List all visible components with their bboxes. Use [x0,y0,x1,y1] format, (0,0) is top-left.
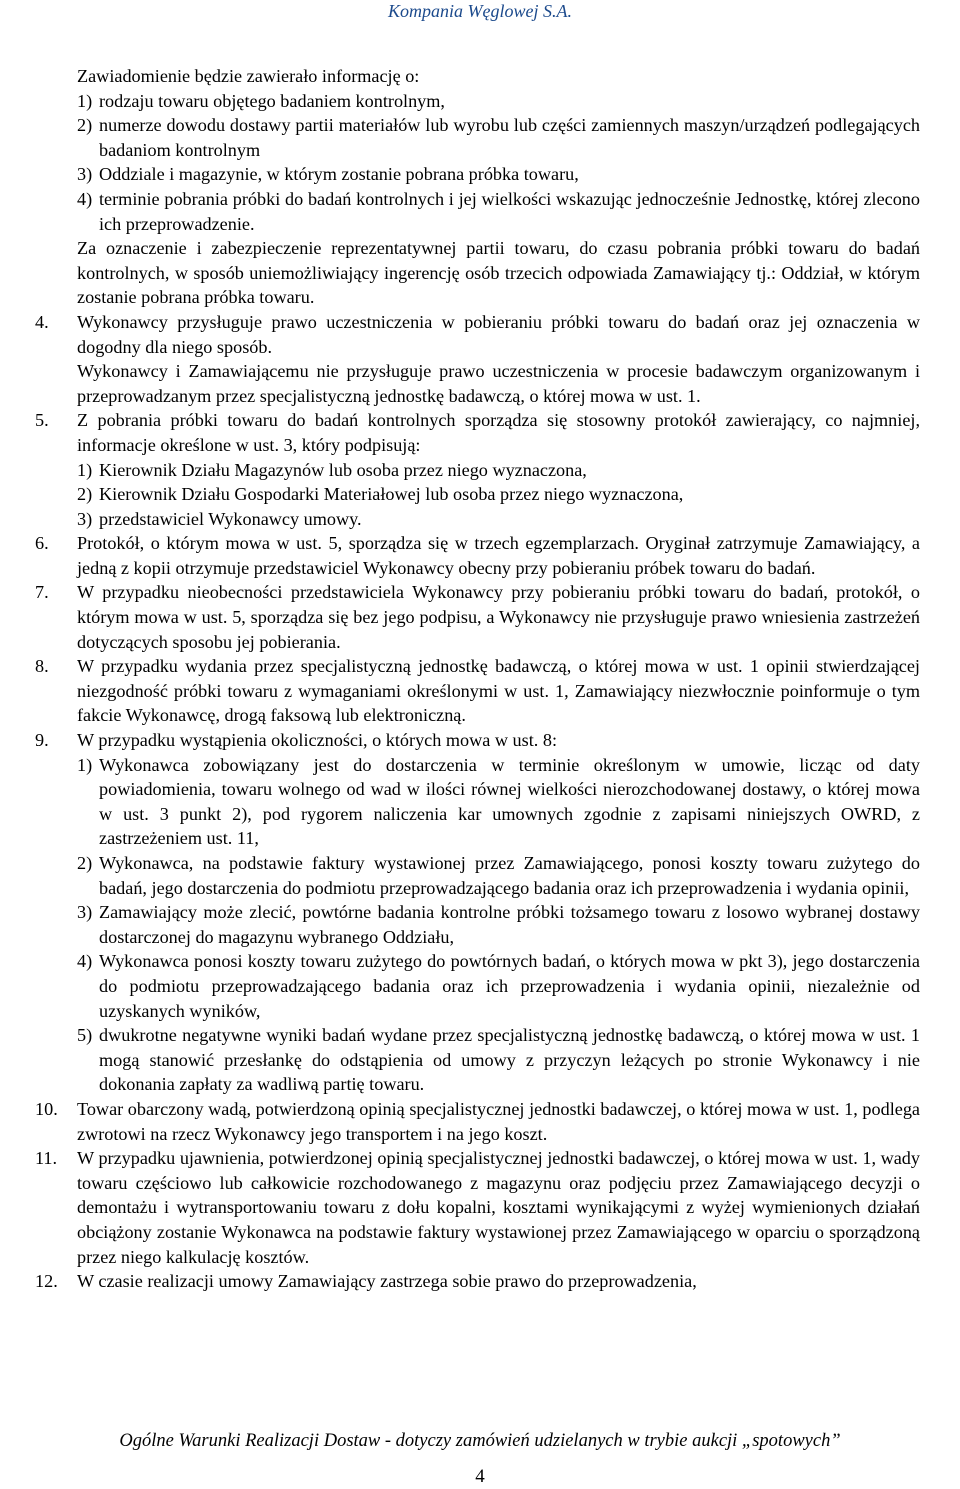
list-item [35,89,920,114]
item-number: 2) [77,484,93,505]
section-4 [35,310,920,359]
item-text: numerze dowodu dostawy partii materiałów lub wyrobu lub części zamiennych maszyn/urządzeń podlegających badaniom kontrolnym [99,115,920,160]
section-6 [35,531,920,580]
section-text: Z pobrania próbki towaru do badań kontrolnych sporządza się stosowny protokół zawierający, co najmniej, informacje określone w ust. 3, który podpisują: [77,410,920,455]
item-number: 4) [77,951,93,972]
section-text: W przypadku wydania przez specjalistyczną jednostkę badawczą, o której mowa w ust. 1 opinii stwierdzającej niezgodność próbki towaru z wymaganiami określonymi w ust. 1, Zamawiający niezwłocznie poinformuje o tym fakcie Wykonawcę, drogą faksową lub elektroniczną. [77,656,920,726]
section-text: W przypadku ujawnienia, potwierdzonej opinią specjalistycznej jednostki badawczej, o której mowa w ust. 1, wady towaru częściowo lub całkowicie rozchodowanego z magazynu oraz podjęciu przez Zamawiającego decyzji o demontażu i wytransportowaniu towaru z dołu kopalni, kosztami wynikającymi z wyżej wymienionych działań obciążony zostanie Wykonawca na podstawie faktury wystawionej przez Zamawiającego w oparciu o sporządzoną przez niego kalkulację kosztów. [77,1148,920,1267]
item-number: 3) [77,508,93,529]
section-12 [35,1269,920,1294]
list-item [35,482,920,507]
section-number: 8. [35,656,49,677]
list-item [35,113,920,162]
list-item [35,900,920,949]
section-number: 4. [35,311,49,332]
section-10 [35,1097,920,1146]
item-text: dwukrotne negatywne wyniki badań wydane przez specjalistyczną jednostkę badawczą, o której mowa w ust. 1 mogą stanowić przesłankę do odstąpienia od umowy z przyczyn leżących po stronie Wykonawcy i nie dokonania zapłaty za wadliwą partię towaru. [99,1025,920,1095]
item-text: rodzaju towaru objętego badaniem kontrolnym, [99,90,445,111]
section-number: 7. [35,582,49,603]
section-5 [35,408,920,457]
section-text: W przypadku nieobecności przedstawiciela Wykonawcy przy pobieraniu próbki towaru do badań, protokół, o którym mowa w ust. 5, sporządza się bez jego podpisu, a Wykonawcy nie przysługuje prawo wniesienia zastrzeżeń dotyczących sposobu jej pobierania. [77,582,920,652]
list-item [35,1023,920,1097]
section-number: 12. [35,1271,58,1292]
item-number: 2) [77,853,93,873]
item-text: Wykonawca ponosi koszty towaru zużytego do powtórnych badań, o których mowa w pkt 3), jego dostarczenia do podmiotu przeprowadzającego badania oraz ich przeprowadzenia i wydania opinii, niezależnie od uzyskanych wyników, [99,951,920,1021]
item-number: 3) [77,164,93,185]
item-number: 1) [77,459,93,480]
section-text: Wykonawcy przysługuje prawo uczestniczenia w pobieraniu próbki towaru do badań oraz jej oznaczenia w dogodny dla niego sposób. [77,311,920,357]
page-number: 4 [475,1466,485,1487]
item-text: przedstawiciel Wykonawcy umowy. [99,508,362,529]
item-text: Wykonawca, na podstawie faktury wystawionej przez Zamawiającego, ponosi koszty towaru zużytego do badań, jego dostarczenia do podmiotu przeprowadzającego badania oraz ich przeprowadzenia i wydania opinii, [99,853,920,898]
list-item [35,162,920,187]
item-text: Oddziale i magazynie, w którym zostanie pobrana próbka towaru, [99,164,579,185]
item-text: Zamawiający może zlecić, powtórne badania kontrolne próbki tożsamego towaru z losowo wybranej dostawy dostarczonej do magazynu wybranego Oddziału, [99,902,920,947]
item-text: terminie pobrania próbki do badań kontrolnych i jej wielkości wskazując jednocześnie Jednostkę, której zlecono ich przeprowadzenie. [99,188,920,234]
list-item [35,187,920,236]
section-number: 11. [35,1148,58,1169]
item-number: 1) [77,754,93,775]
section-11 [35,1146,920,1269]
section-8 [35,654,920,728]
section-number: 9. [35,730,49,751]
item-text: Wykonawca zobowiązany jest do dostarczenia w terminie określonym w umowie, licząc od daty powiadomienia, towaru wolnego od wad w ilości równej wielkości nierozchodowanej dostawy, o której mowa w ust. 3 punkt 2), pod rygorem naliczenia kar umownych zgodnie z zapisami niniejszych OWRD, z zastrzeżeniem ust. 11, [99,754,920,849]
list-item [35,753,920,851]
item-number: 5) [77,1025,93,1046]
section-text: W przypadku wystąpienia okoliczności, o których mowa w ust. 8: [77,730,558,751]
page-footer: Ogólne Warunki Realizacji Dostaw - dotyczy zamówień udzielanych w trybie aukcji „spotowych” [119,1431,841,1451]
marking-paragraph: Za oznaczenie i zabezpieczenie reprezentatywnej partii towaru, do czasu pobrania próbki towaru do badań kontrolnych, w sposób uniemożliwiający ingerencję osób trzecich odpowiada Zamawiający tj.: Oddział, w którym zostanie pobrana próbka towaru. [77,238,920,308]
section-text: Towar obarczony wadą, potwierdzoną opinią specjalistycznej jednostki badawczej, o której mowa w ust. 1, podlega zwrotowi na rzecz Wykonawcy jego transportem i na jego koszt. [77,1098,920,1144]
section-number: 6. [35,533,49,554]
item-number: 1) [77,90,93,111]
item-text: Kierownik Działu Gospodarki Materiałowej lub osoba przez niego wyznaczona, [99,484,684,505]
section-9 [35,728,920,753]
section-number: 10. [35,1098,58,1119]
section-text: W czasie realizacji umowy Zamawiający zastrzega sobie prawo do przeprowadzenia, [77,1271,697,1292]
section-number: 5. [35,410,49,431]
page-header: Kompania Węglowej S.A. [388,1,572,21]
list-item [35,949,920,1023]
document-body [35,64,920,1294]
list-item [35,507,920,532]
section-7 [35,580,920,654]
section-4-extra: Wykonawcy i Zamawiającemu nie przysługuje prawo uczestniczenia w procesie badawczym organizowanym i przeprowadzanym przez specjalistyczną jednostkę badawczą, o której mowa w ust. 1. [77,361,920,406]
intro-text: Zawiadomienie będzie zawierało informację o: [77,66,420,86]
section-text: Protokół, o którym mowa w ust. 5, sporządza się w trzech egzemplarzach. Oryginał zatrzymuje Zamawiający, a jedną z kopii otrzymuje przedstawiciel Wykonawcy obecny przy pobieraniu próbek towaru do badań. [77,533,920,578]
item-text: Kierownik Działu Magazynów lub osoba przez niego wyznaczona, [99,459,587,480]
item-number: 4) [77,188,93,209]
list-item [35,458,920,483]
item-number: 2) [77,115,93,136]
item-number: 3) [77,902,93,923]
list-item [35,851,920,900]
